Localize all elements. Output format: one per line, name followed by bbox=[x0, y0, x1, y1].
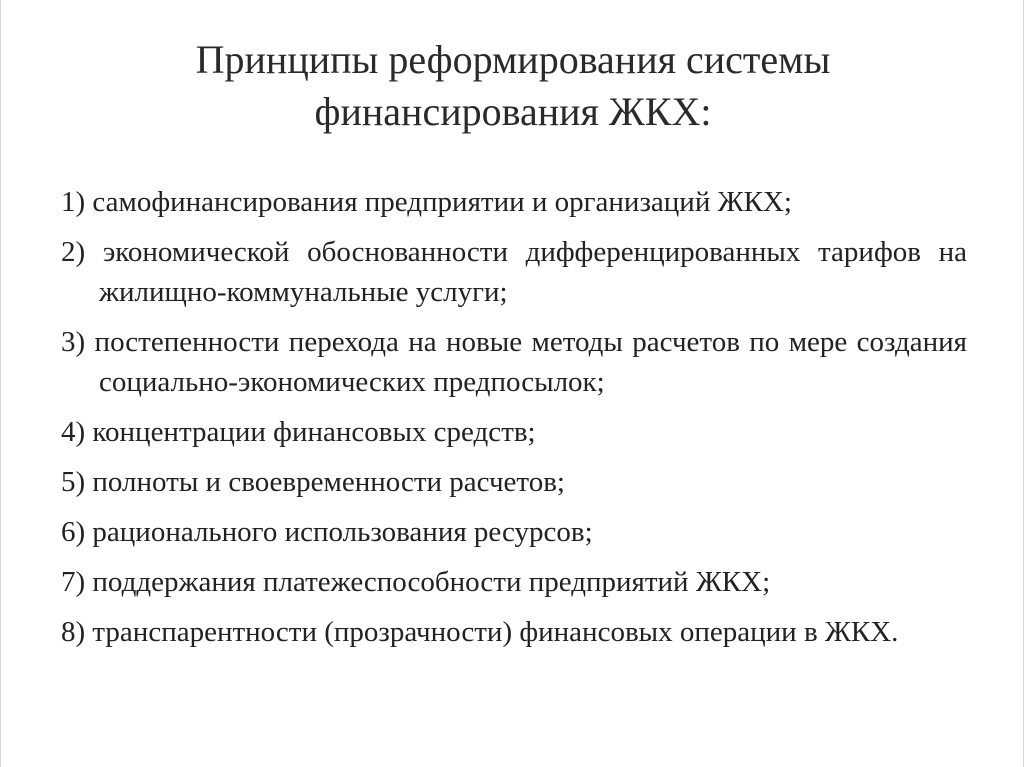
list-item-3: 3) постепенности перехода на новые методы расчетов по мере создания социально-экономических предпосылок; bbox=[61, 326, 967, 398]
slide-title-line-2: финансирования ЖКХ: bbox=[314, 89, 712, 134]
list-item-6: 6) рационального использования ресурсов; bbox=[61, 516, 593, 548]
slide-title-line-1: Принципы реформирования системы bbox=[195, 37, 831, 82]
principles-list bbox=[61, 182, 967, 662]
list-item-5: 5) полноты и своевременности расчетов; bbox=[61, 466, 565, 498]
list-item-1: 1) самофинансирования предприятии и организаций ЖКХ; bbox=[61, 186, 792, 218]
list-item-7: 7) поддержания платежеспособности предприятий ЖКХ; bbox=[61, 566, 771, 598]
list-item-8: 8) транспарентности (прозрачности) финансовых операции в ЖКХ. bbox=[61, 616, 899, 648]
list-item-2: 2) экономической обоснованности дифференцированных тарифов на жилищно-коммунальные услуги; bbox=[61, 236, 967, 308]
list-item-4: 4) концентрации финансовых средств; bbox=[61, 416, 536, 448]
slide-title bbox=[1, 34, 1024, 138]
